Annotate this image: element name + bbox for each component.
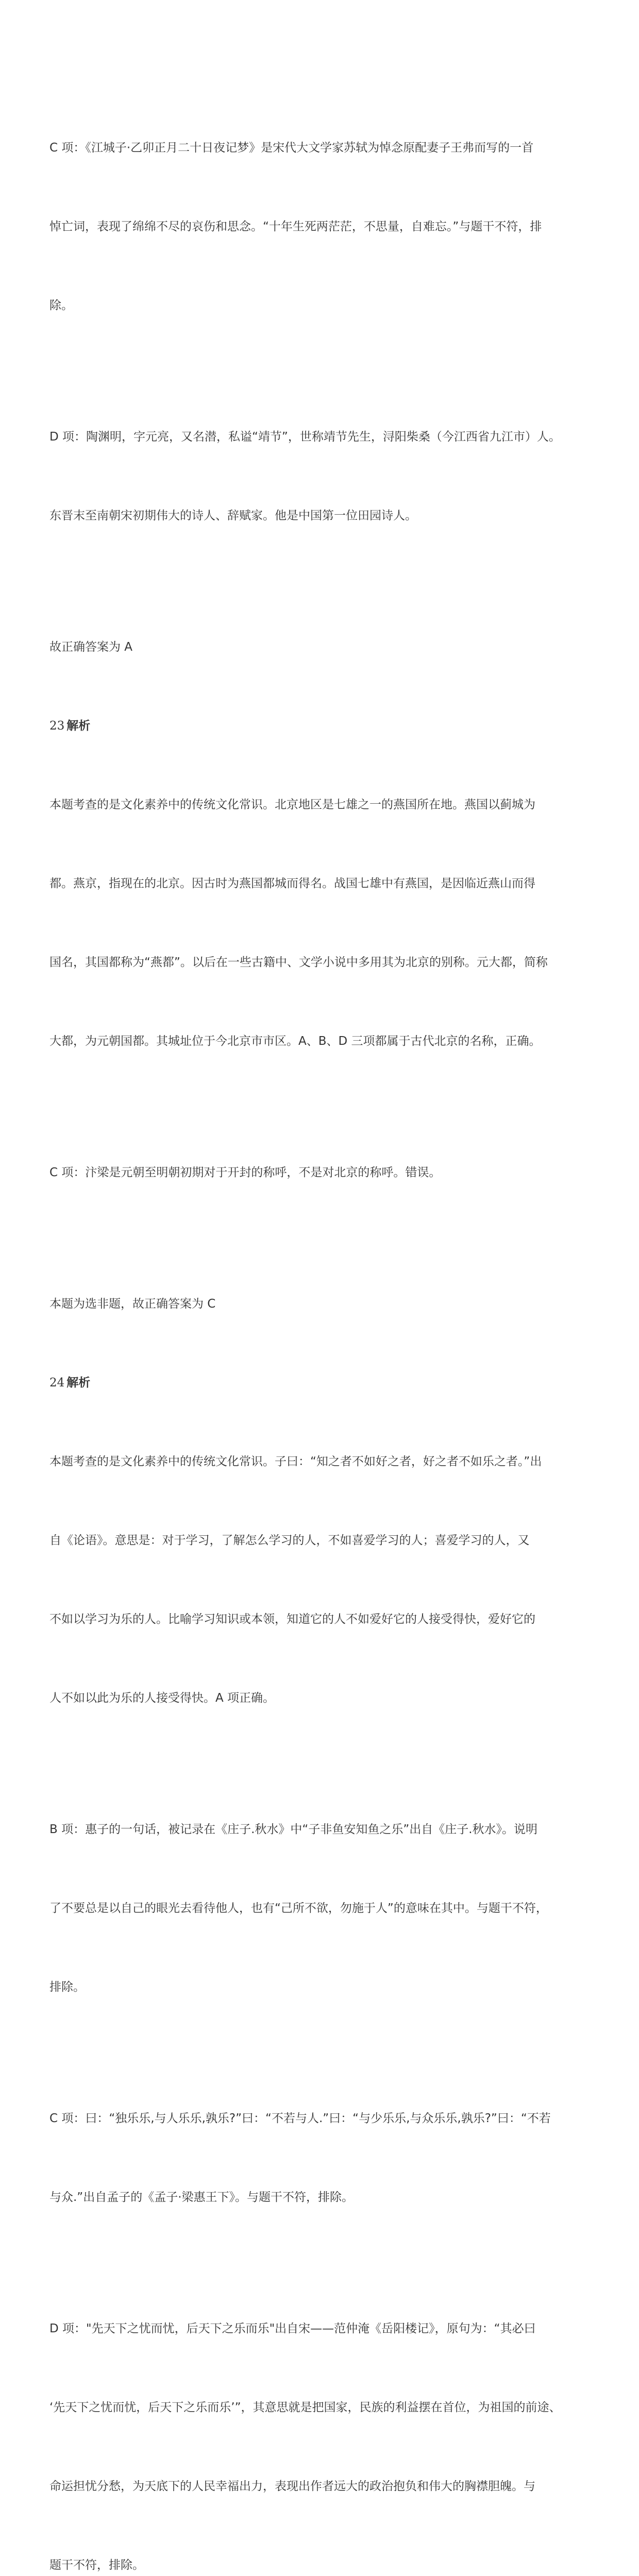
text-line: 本题考查的是文化素养中的传统文化常识。子曰：“知之者不如好之者，好之者不如乐之者。”出 bbox=[49, 1455, 542, 1468]
text-line: 人不如以此为乐的人接受得快。A 项正确。 bbox=[49, 1691, 275, 1705]
text-line: ‘先天下之忧而忧，后天下之乐而乐’”，其意思就是把国家，民族的利益摆在首位，为祖国的前途、 bbox=[49, 2401, 561, 2414]
text-line: 本题为选非题，故正确答案为 C bbox=[49, 1297, 216, 1311]
text-line: 本题考查的是文化素养中的传统文化常识。北京地区是七雄之一的燕国所在地。燕国以蓟城为 bbox=[49, 798, 535, 811]
text-line: C 项：曰：“独乐乐,与人乐乐,孰乐?”曰：“不若与人.”曰：“与少乐乐,与众乐乐,孰乐?”曰：“不若 bbox=[49, 2112, 551, 2125]
section-label: 解析 bbox=[66, 719, 91, 733]
paragraph-answer-q23 bbox=[49, 1239, 601, 1370]
paragraph-option-c-q24 bbox=[49, 2053, 601, 2263]
paragraph-option-c-q23 bbox=[49, 1107, 601, 1239]
paragraph-answer-q22 bbox=[49, 582, 601, 713]
paragraph-option-d-q24 bbox=[49, 2263, 601, 2576]
text-line: 都。燕京，指现在的北京。因古时为燕国都城而得名。战国七雄中有燕国，是因临近燕山而得 bbox=[49, 877, 535, 890]
text-line: B 项：惠子的一句话，被记录在《庄子.秋水》中“子非鱼安知鱼之乐”出自《庄子.秋水》。说明 bbox=[49, 1823, 538, 1836]
text-line: 命运担忧分愁，为天底下的人民幸福出力，表现出作者远大的政治抱负和伟大的胸襟胆魄。与 bbox=[49, 2480, 535, 2493]
paragraph-option-b-q24 bbox=[49, 1764, 601, 2053]
section-label: 解析 bbox=[66, 1376, 91, 1389]
question-number: 23 bbox=[49, 719, 65, 733]
paragraph-analysis-q24 bbox=[49, 1396, 601, 1764]
section-heading-23 bbox=[49, 713, 601, 739]
text-line: 不如以学习为乐的人。比喻学习知识或本领，知道它的人不如爱好它的人接受得快，爱好它的 bbox=[49, 1613, 535, 1626]
text-line: 题干不符，排除。 bbox=[49, 2558, 144, 2572]
text-line: 大都，为元朝国都。其城址位于今北京市市区。A、B、D 三项都属于古代北京的名称，正确。 bbox=[49, 1035, 541, 1048]
text-line: 东晋末至南朝宋初期伟大的诗人、辞赋家。他是中国第一位田园诗人。 bbox=[49, 509, 417, 522]
text-line: C 项：《江城子·乙卯正月二十日夜记梦》是宋代大文学家苏轼为悼念原配妻子王弗而写的一首 bbox=[49, 141, 534, 155]
text-line: 故正确答案为 A bbox=[49, 640, 133, 654]
document-page bbox=[49, 82, 601, 2576]
paragraph-option-d-q22 bbox=[49, 371, 601, 582]
text-line: 与众.”出自孟子的《孟子·梁惠王下》。与题干不符，排除。 bbox=[49, 2191, 354, 2204]
text-line: 排除。 bbox=[49, 1980, 85, 1994]
text-line: 自《论语》。意思是：对于学习，了解怎么学习的人，不如喜爱学习的人；喜爱学习的人，又 bbox=[49, 1534, 530, 1547]
text-line: D 项：陶渊明，字元亮，又名潜，私谥“靖节”，世称靖节先生，浔阳柴桑（今江西省九江市）人。 bbox=[49, 430, 561, 444]
text-line: 除。 bbox=[49, 299, 73, 312]
paragraph-option-c-q22 bbox=[49, 82, 601, 371]
text-line: D 项："先天下之忧而忧，后天下之乐而乐"出自宋——范仲淹《岳阳楼记》，原句为：“其必曰 bbox=[49, 2322, 536, 2335]
text-line: 了不要总是以自己的眼光去看待他人，也有“己所不欲，勿施于人”的意味在其中。与题干不符， bbox=[49, 1902, 548, 1915]
paragraph-analysis-q23 bbox=[49, 739, 601, 1107]
section-heading-24 bbox=[49, 1370, 601, 1396]
question-number: 24 bbox=[49, 1376, 65, 1389]
text-line: 悼亡词，表现了绵绵不尽的哀伤和思念。“十年生死两茫茫，不思量，自难忘。”与题干不符，排 bbox=[49, 220, 542, 233]
text-line: C 项：汴梁是元朝至明朝初期对于开封的称呼，不是对北京的称呼。错误。 bbox=[49, 1166, 441, 1179]
text-line: 国名，其国都称为“燕都”。以后在一些古籍中、文学小说中多用其为北京的别称。元大都，简称 bbox=[49, 956, 548, 969]
